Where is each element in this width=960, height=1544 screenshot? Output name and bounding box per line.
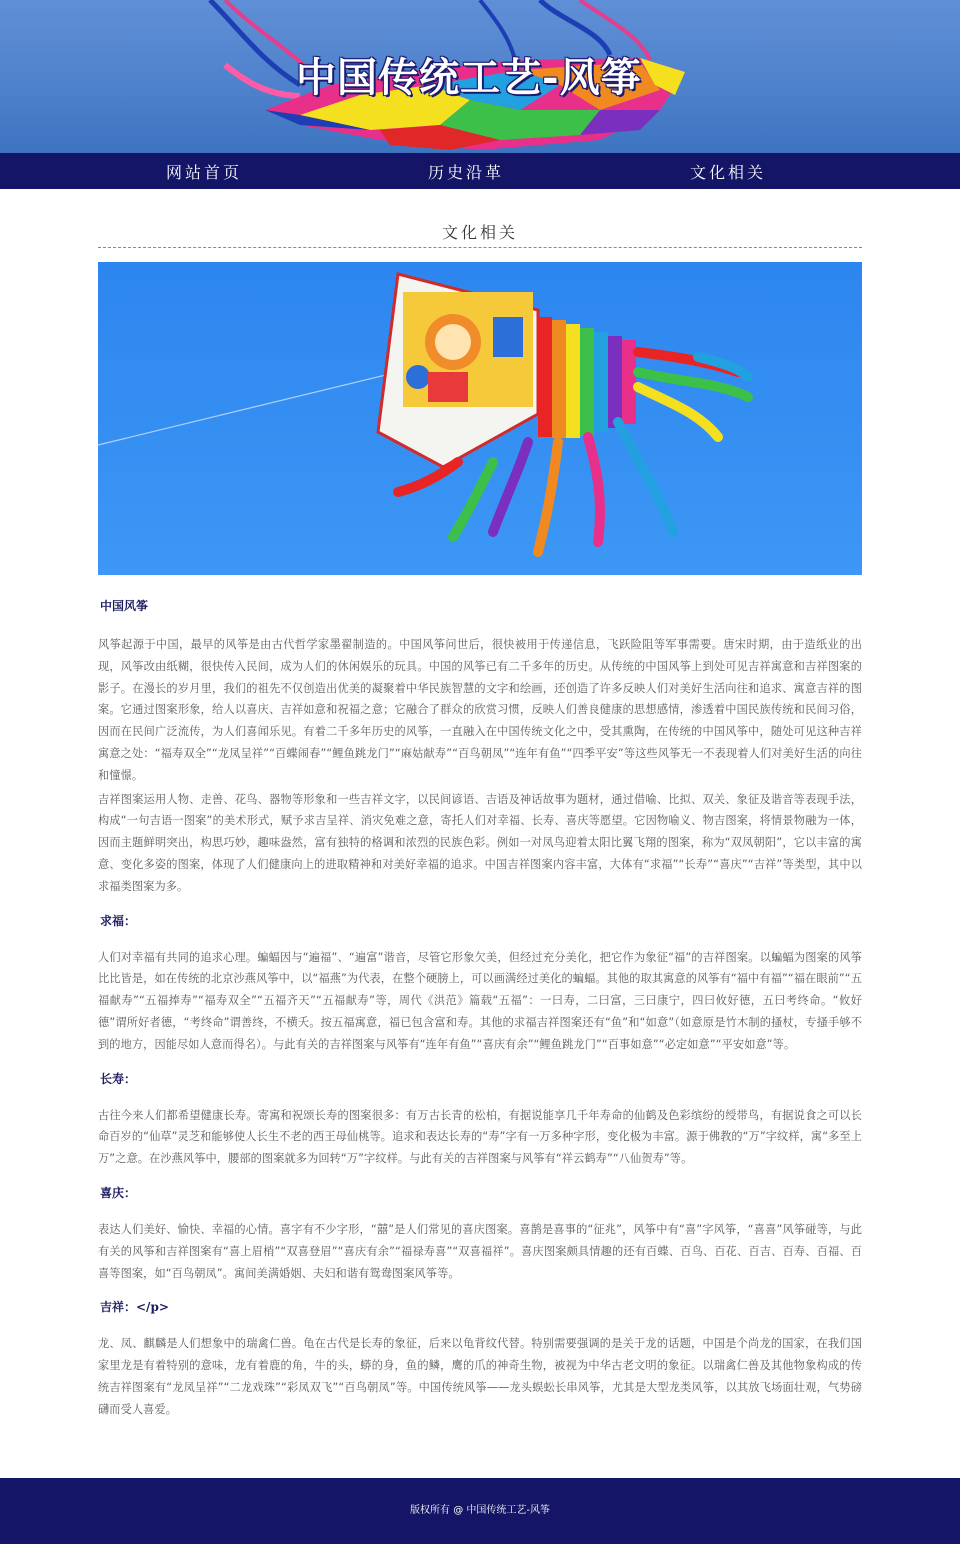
section-title-changshou: 长寿： [100, 1071, 137, 1086]
site-title: 中国传统工艺-风筝 [296, 54, 642, 101]
nav-item-history[interactable]: 历史沿革 [427, 162, 504, 182]
kite-photo [98, 262, 862, 575]
section-title-qiufu: 求福： [100, 913, 137, 928]
section-title-jixiang: 吉祥：</p> [100, 1300, 169, 1315]
paragraph: 人们对幸福有共同的追求心理。蝙蝠因与“遍福”、“遍富”谐音，尽管它形象欠美，但经过充分美化，把它作为象征“福”的吉祥图案。以蝙蝠为图案的风筝比比皆是，如在传统的北京沙燕风筝中，以“福燕”为代表，在整个硬膀上，可以画满经过美化的蝙蝠。其他的取其寓意的风筝有“福中有福”“福在眼前”“五福献寿”“五福捧寿”“福寿双全”“五福齐天”“五福献寿”等，周代《洪范》篇载“五福”：一曰寿，二曰富，三曰康宁，四曰攸好德，五曰考终命。“攸好德”谓所好者德，“考终命”谓善终，不横夭。按五福寓意，福已包含富和寿。其他的求福吉祥图案还有“鱼”和“如意”（如意原是竹木制的搔杖，专搔手够不到的地方，因能尽如人意而得名）。与此有关的吉祥图案与风筝有“连年有鱼”“喜庆有余”“鲤鱼跳龙门”“百事如意”“必定如意”“平安如意”等。 [98, 950, 862, 1051]
paragraph: 吉祥图案运用人物、走兽、花鸟、器物等形象和一些吉祥文字，以民间谚语、吉语及神话故事为题材，通过借喻、比拟、双关、象征及谐音等表现手法，构成“一句吉语一图案”的美术形式，赋予求吉呈祥、消灾免难之意，寄托人们对幸福、长寿、喜庆等愿望。它因物喻义、物吉图案，将情景物融为一体，因而主题鲜明突出，构思巧妙，趣味盎然，富有独特的格调和浓烈的民族色彩。例如一对凤鸟迎着太阳比翼飞翔的图案，称为“双凤朝阳”，它以丰富的寓意、变化多姿的图案，体现了人们健康向上的进取精神和对美好幸福的追求。中国吉祥图案内容丰富，大体有“求福”“长寿”“喜庆”“吉祥”等类型，其中以求福类图案为多。 [98, 792, 862, 893]
section-title-china-kite: 中国风筝 [100, 599, 149, 613]
footer [0, 1478, 960, 1544]
paragraph: 风筝起源于中国，最早的风筝是由古代哲学家墨翟制造的。中国风筝问世后，很快被用于传递信息，飞跃险阻等军事需要。唐宋时期，由于造纸业的出现，风筝改由纸糊，很快传入民间，成为人们的休闲娱乐的玩具。中国的风筝已有二千多年的历史。从传统的中国风筝上到处可见吉祥寓意和吉祥图案的影子。在漫长的岁月里，我们的祖先不仅创造出优美的凝聚着中华民族智慧的文字和绘画，还创造了许多反映人们对美好生活向往和追求、寓意吉祥的图案。它通过图案形象，给人以喜庆、吉祥如意和祝福之意；它融合了群众的欣赏习惯，反映人们善良健康的思想感情，渗透着中国民族传统和民间习俗，因而在民间广泛流传，为人们喜闻乐见。有着二千多年历史的风筝，一直融入在中国传统文化之中，受其熏陶，在传统的中国风筝中，随处可见这种吉祥寓意之处：“福寿双全”“龙凤呈祥”“百蝶闹春”“鲤鱼跳龙门”“麻姑献寿”“百鸟朝凤”“连年有鱼”“四季平安”等这些风筝无一不表现着人们对美好生活的向往和憧憬。 [98, 638, 862, 782]
title-divider [98, 247, 862, 248]
main-nav [0, 153, 960, 189]
copyright-text: 版权所有 @ 中国传统工艺-风筝 [410, 1505, 550, 1516]
paragraph: 表达人们美好、愉快、幸福的心情。喜字有不少字形，“囍”是人们常见的喜庆图案。喜鹊是喜事的“征兆”，风筝中有“喜”字风筝，“喜喜”风筝碰等，与此有关的风筝和吉祥图案有“喜上眉梢”“双喜登眉”“喜庆有余”“福禄寿喜”“双喜福祥”。喜庆图案颇具情趣的还有百蝶、百鸟、百花、百吉、百寿、百福、百喜等图案，如“百鸟朝凤”。寓间美满婚姻、夫妇和谐有鸳鸯图案风筝等。 [98, 1222, 862, 1280]
main-content [98, 189, 862, 1421]
page-title: 文化相关 [441, 223, 518, 242]
header-banner [0, 0, 960, 153]
paragraph: 古往今来人们都希望健康长寿。寄寓和祝颂长寿的图案很多：有万古长青的松柏，有据说能享几千年寿命的仙鹤及色彩缤纷的绶带鸟，有据说食之可以长命百岁的“仙草”灵芝和能够使人长生不老的西王母仙桃等。追求和表达长寿的“寿”字有一万多种字形，变化极为丰富。源于佛教的“万”字纹样，寓“多至上万”之意。在沙燕风筝中，腰部的图案就多为回转“万”字纹样。与此有关的吉祥图案与风筝有“祥云鹤寿”“八仙贺寿”等。 [98, 1108, 862, 1166]
paragraph: 龙、凤、麒麟是人们想象中的瑞禽仁兽。龟在古代是长寿的象征，后来以龟背纹代替。特别需要强调的是关于龙的话题，中国是个尚龙的国家，在我们国家里龙是有着特别的意味，龙有着鹿的角，牛的头，蟒的身，鱼的鳞，鹰的爪的神奇生物，被视为中华古老文明的象征。以瑞禽仁兽及其他物象构成的传统吉祥图案有“龙凤呈祥”“二龙戏珠”“彩凤双飞”“百鸟朝凤”等。中国传统风筝——龙头蜈蚣长串风筝，尤其是大型龙类风筝，以其放飞场面壮观，气势磅礴而受人喜爱。 [98, 1337, 862, 1416]
nav-item-culture[interactable]: 文化相关 [689, 162, 766, 182]
nav-item-home[interactable]: 网站首页 [165, 162, 242, 182]
section-title-xiqing: 喜庆： [100, 1185, 137, 1200]
